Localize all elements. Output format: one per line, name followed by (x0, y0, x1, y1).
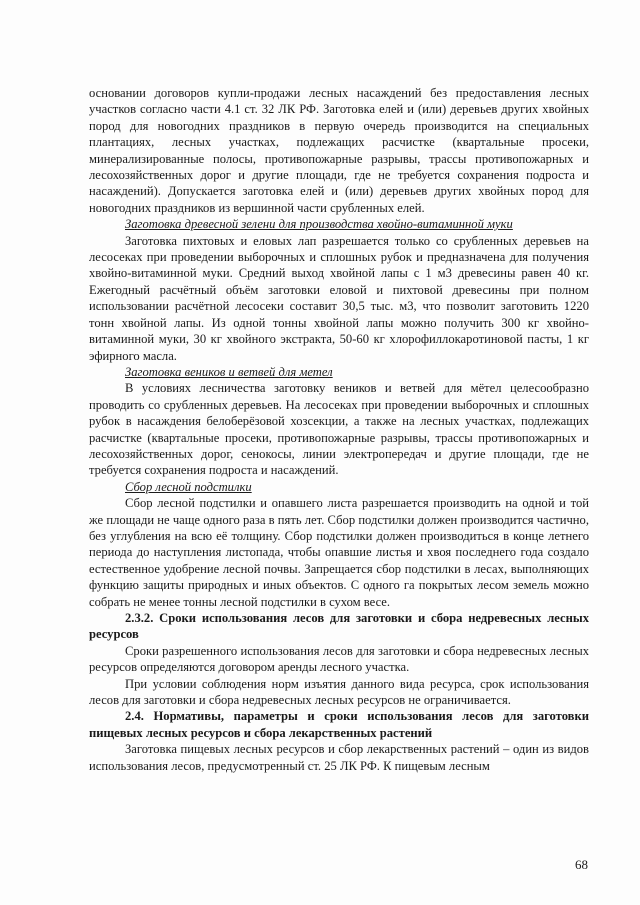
page-number: 68 (575, 857, 588, 872)
section-title-brooms: Заготовка веников и ветвей для метел (125, 364, 333, 379)
section-text-green-wood: Заготовка пихтовых и еловых лап разрешается только со срубленных деревьев на лесосеках при проведении выборочных и сплошных рубок и предназначена для получения хвойно-витаминной муки. Средний выход хвойной лапы с 1 м3 древесины равен 40 кг. Ежегодный расчётный объём заготовки еловой и пихтовой древесины при полном использовании расчётной лесосеки составит 30,5 тыс. м3, что позволит заготовить 1220 тонн хвойной лапы. Из одной тонны хвойной лапы можно получить 300 кг хвойно-витаминной муки, 30 кг хвойного экстракта, 50-60 кг хлорофиллокаротиновой пасты, 1 кг эфирного масла. (89, 233, 589, 363)
section-title-litter: Сбор лесной подстилки (125, 479, 252, 494)
section-title-green-wood: Заготовка древесной зелени для производства хвойно-витаминной муки (125, 217, 513, 232)
paragraph-2-3-2-b: При условии соблюдения норм изъятия данного вида ресурса, срок использования лесов для заготовки и сбора недревесных лесных ресурсов не ограничивается. (89, 676, 589, 708)
intro-paragraph: основании договоров купли-продажи лесных насаждений без предоставления лесных участков согласно части 4.1 ст. 32 ЛК РФ. Заготовка елей и (или) деревьев других хвойных пород для новогодних праздников в первую очередь производится на специальных плантациях, лесных участках, подлежащих расчистке (квартальные просеки, минерализированные полосы, противопожарные разрывы, трассы противопожарных и лесохозяйственных дорог и другие площади, где не требуется сохранения подроста и насаждений). Допускается заготовка елей и (или) деревьев других хвойных пород для новогодних праздников из вершинной части срубленных елей. (89, 86, 589, 215)
section-text-litter: Сбор лесной подстилки и опавшего листа разрешается производить на одной и той же площади не чаще одного раза в пять лет. Сбор подстилки должен производится частично, без углубления на всю её толщину. Сбор подстилки должен производиться в конце летнего периода до наступления листопада, чтобы опавшие листья и хвоя последнего года создало естественное удобрение лесной почвы. Запрещается сбор подстилки в лесах, выполняющих функцию защиты природных и иных объектов. С одного га покрытых лесом земель можно собрать не менее тонны лесной подстилки в сухом весе. (89, 496, 589, 609)
paragraph-2-3-2-a: Сроки разрешенного использования лесов для заготовки и сбора недревесных лесных ресурсов определяются договором аренды лесного участка. (89, 643, 589, 675)
heading-2-3-2: 2.3.2. Сроки использования лесов для заготовки и сбора недревесных лесных ресурсов (89, 611, 589, 642)
section-text-brooms: В условиях лесничества заготовку веников и ветвей для мётел целесообразно проводить со срубленных деревьев. На лесосеках при проведении выборочных и сплошных рубок в насаждения белоберёзовой хозсекции, а также на лесных участках, подлежащих расчистке (квартальные просеки, противопожарные разрывы, трассы противопожарных и лесохозяйственных дорог, сенокосы, линии электропередач и другие площади, где не требуется сохранения подроста и насаждений. (89, 381, 589, 478)
page-body (89, 85, 589, 774)
heading-2-4: 2.4. Нормативы, параметры и сроки использования лесов для заготовки пищевых лесных ресурсов и сбора лекарственных растений (89, 709, 589, 740)
paragraph-2-4: Заготовка пищевых лесных ресурсов и сбор лекарственных растений – один из видов использования лесов, предусмотренный ст. 25 ЛК РФ. К пищевым лесным (89, 742, 589, 773)
